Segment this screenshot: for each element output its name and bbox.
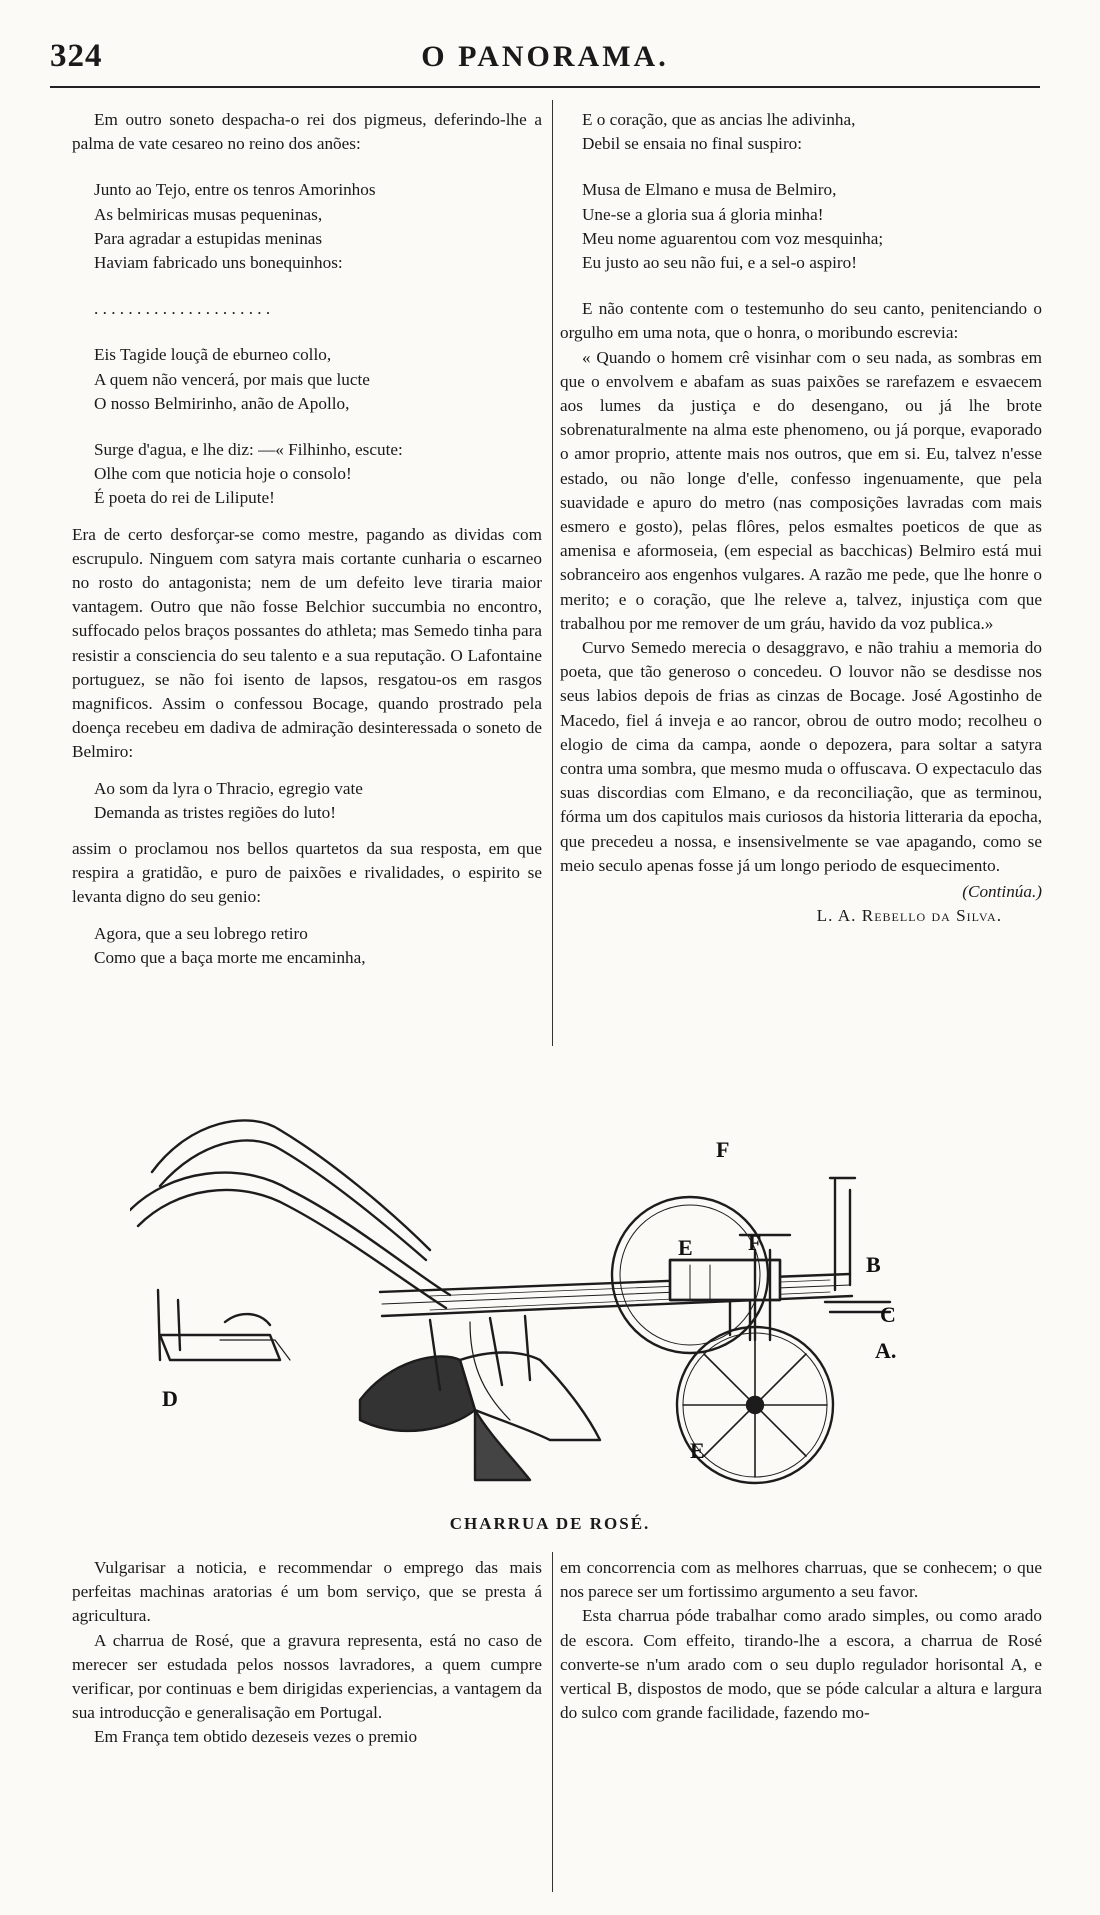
page-number: 324 [50, 38, 103, 74]
figure-label-d: D [162, 1386, 178, 1411]
paragraph: Era de certo desforçar-se como mestre, pagando as dividas com escrupulo. Ninguem com satyra mais cortante cunharia o escarneo no rosto do antagonista; nem de um defeito leve tiraria maior vantagem. Outro que não fosse Belchior succumbia no encontro, suffocado pelos braços possantes do athleta; mas Semedo tinha para resistir a consciencia do seu talento e a sua reputação. O Lafontaine portuguez, se não foi isento de lapsos, resgatou-os em rasgos magnificos. Assim o confessou Bocage, quando prostrado pela doença recebeu em dadiva de admiração desinteressada o soneto de Belmiro: [72, 524, 542, 762]
verse-stanza [72, 178, 542, 275]
verse-line: E o coração, que as ancias lhe adivinha, [582, 110, 856, 129]
paragraph: em concorrencia com as melhores charruas, que se conhecem; o que nos parece ser um fortissimo argumento a seu favor. [560, 1558, 1042, 1602]
paragraph: Esta charrua póde trabalhar como arado simples, ou como arado de escora. Com effeito, tirando-lhe a escora, a charrua de Rosé converte-se n'um arado com o seu duplo regulador horisontal A, e vertical B, dispostos de modo, que se póde calcular a altura e largura do sulco com grande facilidade, fazendo mo- [560, 1606, 1042, 1723]
figure-label-e-top: E [678, 1235, 693, 1260]
paragraph: Vulgarisar a noticia, e recommendar o emprego das mais perfeitas machinas aratorias é um bom serviço, que se presta á agricultura. [72, 1558, 542, 1626]
quote-paragraph: « Quando o homem crê visinhar com o seu nada, as sombras em que o envolvem e abafam as suas paixões se rarefazem e esvaecem aos lumes da justiça e do desengano, ou já lhe brote sobrenaturalmente na alma este phenomeno, ou já porque, evaporado o amor proprio, attente mais nos outros, que em si. Eu, talvez n'esse estado, ou não longe d'elle, confesso ingenuamente, que pela suavidade e apuro do metro (nas composições lavradas com mais esmero e gosto), pelas flôres, pelos esmaltes poeticos de que as amenisa e aformoseia, (em especial as bacchicas) Belmiro está mui sobranceiro aos engenhos vulgares. A razão me pede, que lhe honre o merito; e o coração, que lhe releve a, talvez, injustiça com que trabalhou por me remover de um gráu, havido da voz publica.» [560, 347, 1042, 633]
figure-caption: CHARRUA DE ROSÉ. [449, 1514, 651, 1533]
verse-line: O nosso Belmirinho, anão de Apollo, [94, 393, 350, 413]
paragraph: assim o proclamou nos bellos quartetos da sua resposta, em que respira a gratidão, e puro de paixões e rivalidades, o espirito se levanta digno do seu genio: [72, 839, 542, 907]
continued-note: (Continúa.) [962, 882, 1042, 902]
paragraph: Em outro soneto despacha-o rei dos pigmeus, deferindo-lhe a palma de vate cesareo no reino dos anões: [72, 110, 542, 154]
verse-line: Meu nome aguarentou com voz mesquinha; [582, 228, 884, 248]
verse-stanza [560, 108, 1042, 156]
verse-line: As belmiricas musas pequeninas, [94, 204, 323, 224]
verse-line: É poeta do rei de Liliputе! [94, 488, 275, 508]
signature-block [560, 880, 1042, 928]
verse-line: Debil se ensaia no final suspiro: [582, 134, 803, 154]
column-divider [552, 100, 553, 1046]
author-signature: L. A. Rebello da Silva. [816, 906, 1002, 926]
paragraph: E não contente com o testemunho do seu canto, penitenciando o orgulho em uma nota, que o honra, o moribundo escrevia: [560, 299, 1042, 343]
verse-stanza [72, 777, 542, 825]
verse-stanza [72, 438, 542, 511]
right-column [560, 108, 1042, 929]
verse-line: Eis Tagide louçã de eburneo collo, [94, 345, 332, 365]
verse-line: Une-se a gloria sua á gloria minha! [582, 204, 824, 224]
verse-line: Musa de Elmano e musa de Belmiro, [582, 180, 837, 200]
plough-engraving [130, 1060, 990, 1510]
verse-line: Agora, que a seu lobrego retiro [94, 923, 308, 943]
column-divider [552, 1552, 553, 1892]
verse-stanza [72, 922, 542, 970]
header-rule [50, 86, 1040, 88]
verse-line: Eu justo ao seu não fui, e a sel-o aspiro! [582, 253, 857, 273]
verse-stanza [72, 343, 542, 416]
verse-line: Haviam fabricado uns bonequinhos: [94, 253, 343, 273]
bottom-left-column [72, 1556, 542, 1750]
verse-line: Junto ao Tejo, entre os tenros Amorinhos [94, 180, 376, 200]
verse-line: Olhe com que noticia hoje o consolo! [94, 464, 352, 484]
figure-label-a: A. [875, 1338, 897, 1363]
paragraph: Em França tem obtido dezeseis vezes o premio [94, 1727, 418, 1747]
left-column [72, 108, 542, 970]
verse-stanza [560, 178, 1042, 275]
figure-label-f: F [716, 1137, 730, 1162]
paragraph: Curvo Semedo merecia o desaggravo, e não trahiu a memoria do poeta, que tão generoso o concedeu. O louvor não se desdisse nos seus labios depois de frias as cinzas de Bocage. José Agostinho de Macedo, fiel á inveja e ao rancor, obrou de outro modo; recolheu o elogio de cima da campa, aonde o depozera, para soltar a satyra contra uma sombra, que mesmo muda o offuscava. O expectaculo das suas discordias com Elmano, e da reconciliação, que as terminou, fórma um dos capitulos mais curiosos da historia litteraria da epocha, que precedeu a nossa, e insensivelmente se vae apagando, como se meio seculo apenas fosse já um longo periodo de esquecimento. [560, 638, 1042, 875]
figure-label-e-bottom: E [690, 1438, 705, 1463]
verse-line: Para agradar a estupidas meninas [94, 228, 323, 248]
verse-line: Ao som da lyra o Thracio, egregio vate [94, 778, 363, 798]
verse-line: Como que a baça morte me encaminha, [94, 947, 366, 967]
verse-line: Surge d'agua, e lhe diz: —« Filhinho, escute: [94, 440, 403, 460]
verse-line: A quem não vencerá, por mais que lucte [94, 369, 370, 389]
paragraph: A charrua de Rosé, que a gravura representa, está no caso de merecer ser estudada pelos nossos lavradores, a quem cumpre verificar, por continuas e bem dirigidas experiencias, a vantagem da sua introducção e generalisação em Portugal. [72, 1630, 542, 1723]
page-header [50, 38, 1040, 84]
figure-label-c: C [880, 1302, 896, 1327]
figure-label-f2: F [748, 1230, 762, 1255]
journal-title: O PANORAMA. [421, 40, 669, 73]
figure-label-b: B [866, 1252, 881, 1277]
bottom-right-column [560, 1556, 1042, 1725]
verse-line: Demanda as tristes regiões do luto! [94, 802, 336, 822]
ellipsis-line: . . . . . . . . . . . . . . . . . . . . . [94, 299, 271, 319]
